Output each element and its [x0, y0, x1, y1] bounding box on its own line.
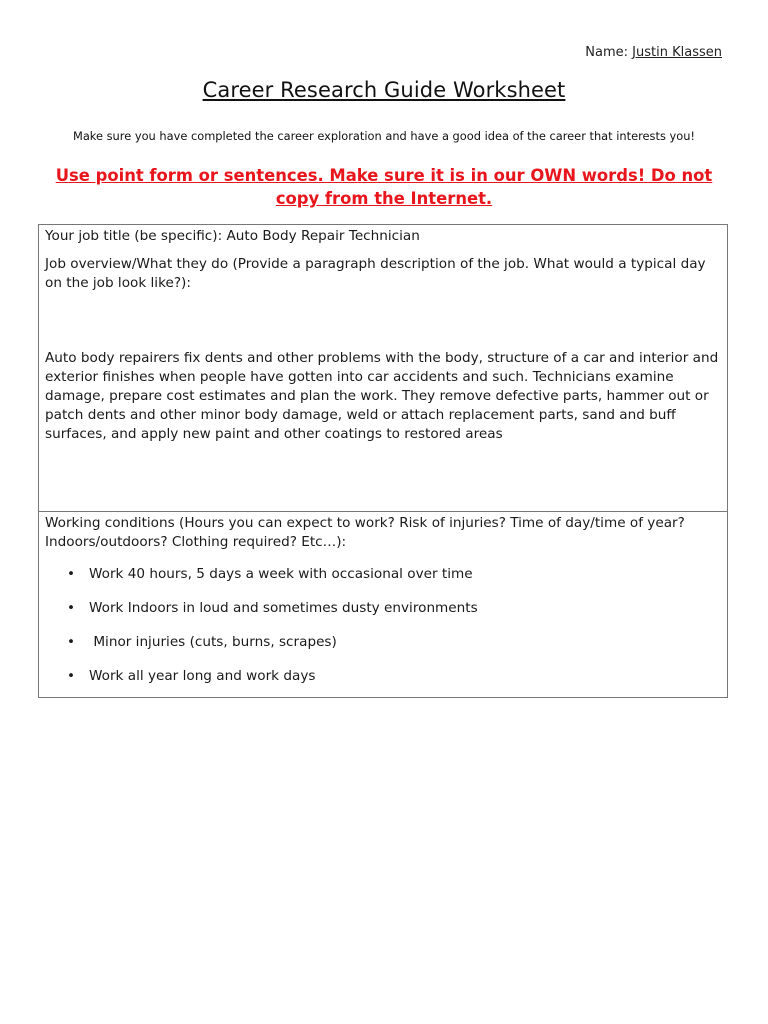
warning-instruction: Use point form or sentences. Make sure it is in our OWN words! Do not copy from the Internet.: [55, 166, 713, 208]
bullet-icon: •: [67, 600, 76, 616]
list-item-text: Work Indoors in loud and sometimes dusty environments: [89, 600, 478, 616]
intro-instruction: Make sure you have completed the career exploration and have a good idea of the career that interests you!: [73, 129, 695, 143]
job-title-line: Your job title (be specific): Auto Body Repair Technician: [45, 228, 420, 244]
working-conditions-cell: [38, 511, 728, 698]
list-item: [45, 667, 721, 686]
working-conditions-list: [45, 565, 721, 686]
list-item-text: Work all year long and work days: [89, 668, 316, 684]
list-item: [45, 633, 721, 652]
student-name: Justin Klassen: [632, 45, 722, 60]
name-line: [585, 45, 722, 60]
working-conditions-question: Working conditions (Hours you can expect to work? Risk of injuries? Time of day/time of year? Indoors/outdoors? Clothing required? Etc…):: [45, 515, 685, 550]
bullet-icon: •: [67, 566, 76, 582]
job-overview-answer: Auto body repairers fix dents and other problems with the body, structure of a car and interior and exterior finishes when people have gotten into car accidents and such. Technicians examine damage, prepare cost estimates and plan the work. They remove defective parts, hammer out or patch dents and other minor body damage, weld or attach replacement parts, sand and buff surfaces, and apply new paint and other coatings to restored areas: [45, 350, 719, 442]
list-item-text: Minor injuries (cuts, burns, scrapes): [89, 634, 337, 650]
job-overview-question: Job overview/What they do (Provide a paragraph description of the job. What would a typical day on the job look like?):: [45, 256, 706, 291]
list-item-text: Work 40 hours, 5 days a week with occasional over time: [89, 566, 473, 582]
list-item: [45, 599, 721, 618]
page-title: Career Research Guide Worksheet: [202, 78, 566, 102]
name-label: Name:: [585, 45, 629, 60]
bullet-icon: •: [67, 668, 76, 684]
job-overview-cell: [38, 224, 728, 512]
bullet-icon: •: [67, 634, 76, 650]
list-item: [45, 565, 721, 584]
